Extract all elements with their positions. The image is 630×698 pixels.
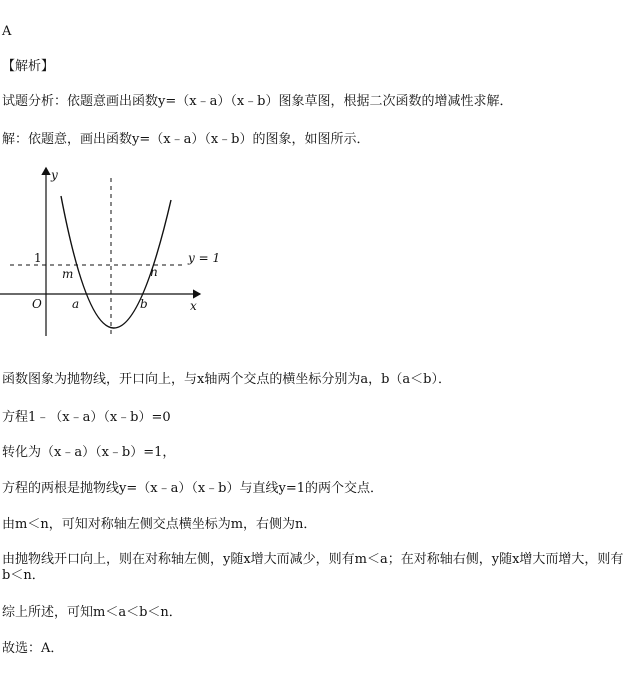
y-axis-label: y [51,168,58,182]
point-n-label: n [150,265,158,279]
point-b-label: b [140,297,148,311]
parabola-figure [0,160,240,340]
transform-line: 转化为（x﹣a）（x﹣b）=1， [2,445,176,460]
section-title: 【解析】 [2,59,55,74]
line-y1-label: y = 1 [188,251,221,265]
equation-line: 方程1﹣（x﹣a）（x﹣b）=0 [2,410,171,425]
m-lt-n-line: 由m＜n，可知对称轴左侧交点横坐标为m，右侧为n． [2,517,317,532]
x-axis-label: x [190,299,197,313]
y-tick-label-1: 1 [34,251,42,265]
conclusion-line: 综上所述，可知m＜a＜b＜n． [2,605,182,620]
analysis-line: 试题分析：依题意画出函数y=（x﹣a）（x﹣b）图象草图，根据二次函数的增减性求解． [2,94,513,109]
origin-label: O [32,297,42,311]
choice-line: 故选：A． [2,641,64,656]
roots-line: 方程的两根是抛物线y=（x﹣a）（x﹣b）与直线y=1的两个交点． [2,481,383,496]
solution-intro-line: 解：依题意，画出函数y=（x﹣a）（x﹣b）的图象，如图所示． [2,132,370,147]
point-a-label: a [72,297,80,311]
monotonic-line: 由抛物线开口向上，则在对称轴左侧，y随x增大而减少，则有m＜a；在对称轴右侧，y随x增大而增大，则有b＜n． [2,552,624,583]
point-m-label: m [62,267,74,281]
parabola-desc-line: 函数图象为抛物线，开口向上，与x轴两个交点的横坐标分别为a，b（a＜b）． [2,372,451,387]
answer-letter: A [2,24,12,39]
